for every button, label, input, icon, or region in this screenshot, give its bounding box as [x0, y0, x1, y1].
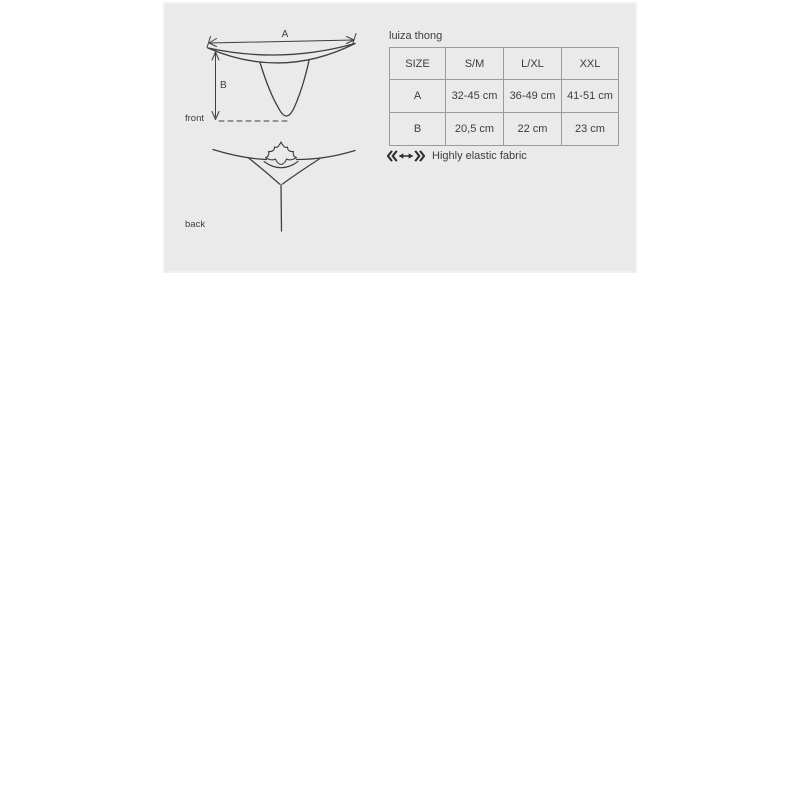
back-view-drawing — [213, 142, 355, 231]
back-label: back — [185, 219, 206, 230]
col-header-sm: S/M — [446, 48, 504, 80]
product-title: luiza thong — [389, 30, 443, 42]
size-chart-panel — [163, 2, 637, 273]
dim-b-label: B — [220, 80, 227, 91]
back-left-strap — [213, 150, 267, 160]
dimension-b-arrow — [212, 52, 219, 120]
col-header-lxl: L/XL — [504, 48, 562, 80]
row-b-label: B — [390, 113, 446, 146]
front-label: front — [185, 113, 205, 124]
waistband-outline — [208, 44, 355, 63]
row-b-lxl: 22 cm — [504, 113, 562, 146]
table-row-b — [390, 113, 619, 146]
elastic-note-text: Highly elastic fabric — [432, 150, 527, 162]
table-header-row — [390, 48, 619, 80]
back-right-v-edge — [283, 159, 321, 185]
flower-ornament — [266, 142, 297, 165]
row-a-xxl: 41-51 cm — [562, 80, 619, 113]
table-row-a — [390, 80, 619, 113]
row-a-sm: 32-45 cm — [446, 80, 504, 113]
dim-a-label: A — [281, 29, 289, 40]
back-string-line — [281, 185, 282, 232]
stretch-arrows-icon — [387, 150, 425, 162]
row-a-label: A — [390, 80, 446, 113]
elastic-note — [387, 150, 527, 162]
front-view-drawing — [207, 34, 356, 122]
size-table — [389, 47, 619, 146]
col-header-xxl: XXL — [562, 48, 619, 80]
row-a-lxl: 36-49 cm — [504, 80, 562, 113]
row-b-xxl: 23 cm — [562, 113, 619, 146]
col-header-size: SIZE — [390, 48, 446, 80]
back-right-strap — [297, 151, 356, 160]
row-b-sm: 20,5 cm — [446, 113, 504, 146]
front-triangle-outline — [260, 61, 309, 117]
